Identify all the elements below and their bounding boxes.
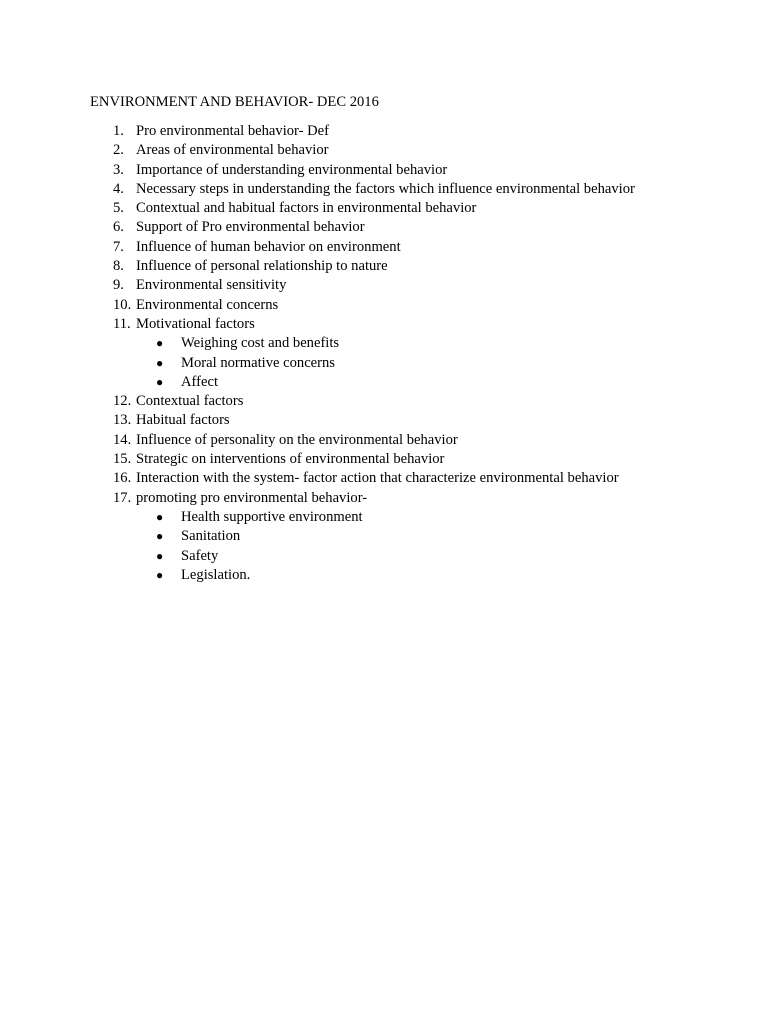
item-number: 11. <box>113 315 131 332</box>
document-title: ENVIRONMENT AND BEHAVIOR- DEC 2016 <box>90 94 379 110</box>
bullet-icon: ● <box>156 374 164 389</box>
bullet-text: Sanitation <box>181 528 241 545</box>
item-number: 4. <box>113 180 124 197</box>
item-text: Environmental sensitivity <box>136 277 287 294</box>
item-text: Support of Pro environmental behavior <box>136 219 365 236</box>
bullet-text: Health supportive environment <box>181 508 363 525</box>
bullet-icon: ● <box>156 336 164 351</box>
bullet-text: Legislation. <box>181 566 251 583</box>
bullet-icon: ● <box>156 548 164 563</box>
item-text: Contextual and habitual factors in environmental behavior <box>136 200 477 217</box>
item-number: 5. <box>113 200 124 217</box>
item-text: Influence of personality on the environmental behavior <box>136 431 458 448</box>
item-text: Necessary steps in understanding the factors which influence environmental behavior <box>136 180 635 197</box>
item-number: 6. <box>113 219 124 236</box>
bullet-icon: ● <box>156 509 164 524</box>
item-text: Influence of personal relationship to nature <box>136 258 388 275</box>
item-number: 2. <box>113 142 124 159</box>
item-text: Motivational factors <box>136 315 255 332</box>
item-number: 1. <box>113 123 124 139</box>
bullet-text: Weighing cost and benefits <box>181 335 340 352</box>
bullet-icon: ● <box>156 529 164 544</box>
bullet-text: Affect <box>181 373 219 390</box>
item-number: 12. <box>113 393 132 410</box>
item-number: 3. <box>113 161 124 178</box>
item-text: Importance of understanding environmental behavior <box>136 161 448 178</box>
item-number: 15. <box>113 451 132 468</box>
bullet-text: Safety <box>181 547 219 564</box>
item-text: Contextual factors <box>136 393 244 410</box>
item-number: 16. <box>113 470 132 487</box>
item-number: 7. <box>113 238 124 255</box>
bullet-icon: ● <box>156 355 164 370</box>
item-number: 14. <box>113 431 132 448</box>
item-text: Strategic on interventions of environmental behavior <box>136 451 445 468</box>
item-text: Habitual factors <box>136 412 230 429</box>
item-text: Areas of environmental behavior <box>136 142 329 159</box>
bullet-text: Moral normative concerns <box>181 354 335 371</box>
item-text: Pro environmental behavior- Def <box>136 123 330 139</box>
bullet-icon: ● <box>156 567 164 582</box>
item-number: 9. <box>113 277 124 294</box>
item-number: 13. <box>113 412 132 429</box>
item-number: 8. <box>113 258 124 275</box>
item-text: promoting pro environmental behavior- <box>136 489 368 506</box>
item-number: 17. <box>113 489 132 506</box>
item-text: Interaction with the system- factor action that characterize environmental behavior <box>136 470 619 487</box>
item-text: Influence of human behavior on environment <box>136 238 401 255</box>
item-text: Environmental concerns <box>136 296 279 313</box>
item-number: 10. <box>113 296 132 313</box>
